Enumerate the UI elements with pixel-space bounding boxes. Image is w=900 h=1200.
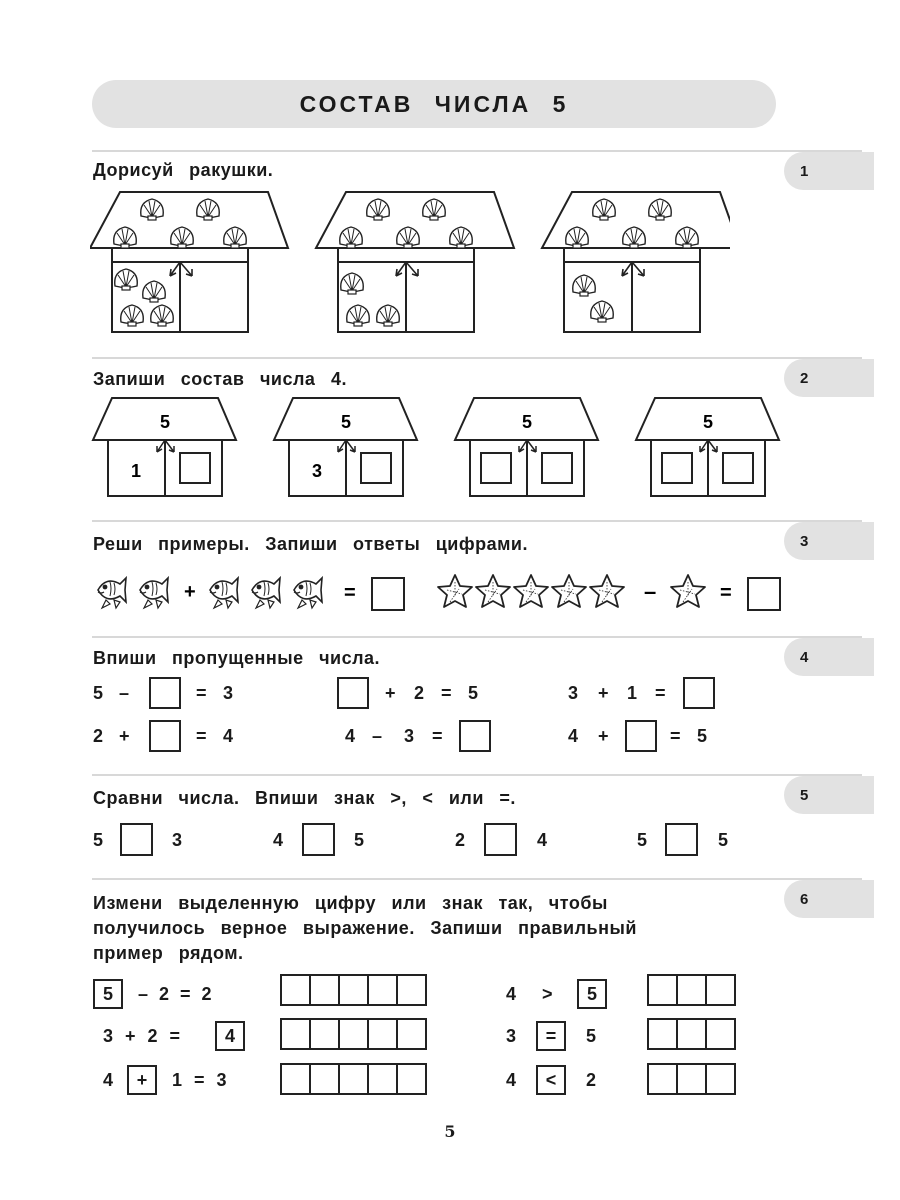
house-left-number: 3 xyxy=(311,461,323,481)
answer-box xyxy=(748,578,780,610)
operator: + xyxy=(598,683,609,703)
starfish-icon xyxy=(438,575,472,607)
plus-sign: + xyxy=(184,581,196,603)
fish-icon xyxy=(294,578,322,608)
divider xyxy=(92,774,862,776)
shell-icon xyxy=(115,269,138,290)
number: 5 xyxy=(718,830,729,850)
number: 3 xyxy=(506,1026,517,1046)
shell-icon xyxy=(341,273,364,294)
equals-sign: = xyxy=(344,582,356,604)
number: 4 xyxy=(537,830,548,850)
number: 2 xyxy=(414,683,425,703)
answer-grid[interactable] xyxy=(647,1018,736,1050)
divider xyxy=(92,357,862,359)
house-top-number: 5 xyxy=(521,412,533,432)
shell-icon xyxy=(347,305,370,326)
number: 4 xyxy=(273,830,284,850)
answer-box[interactable] xyxy=(625,720,657,752)
task-number-3: 3 xyxy=(784,522,874,560)
operator: – xyxy=(372,726,383,746)
fish-icon xyxy=(98,578,126,608)
number-house-4 xyxy=(636,398,779,496)
shell-icon xyxy=(591,301,614,322)
shell-house-3 xyxy=(542,192,730,332)
divider xyxy=(92,878,862,880)
answer-grid[interactable] xyxy=(647,974,736,1006)
number: 4 xyxy=(345,726,356,746)
fish-icon xyxy=(210,578,238,608)
number: 2 xyxy=(93,726,104,746)
task-5-instruction: Сравни числа. Впиши знак >, < или =. xyxy=(93,788,516,808)
number: 3 xyxy=(568,683,579,703)
divider xyxy=(92,150,862,152)
task-number-2: 2 xyxy=(784,359,874,397)
page-number: 5 xyxy=(444,1122,456,1141)
highlighted-digit: 5 xyxy=(577,979,607,1009)
highlighted-digit: 5 xyxy=(93,979,123,1009)
task-6-instruction-line-1: Измени выделенную цифру или знак так, чтобы xyxy=(93,893,608,913)
minus-sign: – xyxy=(644,579,657,604)
compare-box[interactable] xyxy=(484,823,517,856)
number: 4 xyxy=(103,1070,114,1090)
operator: = xyxy=(196,683,207,703)
number: 2 xyxy=(586,1070,597,1090)
answer-box xyxy=(542,453,572,483)
shell-icon xyxy=(377,305,400,326)
answer-box xyxy=(372,578,404,610)
number: 5 xyxy=(637,830,648,850)
answer-box[interactable] xyxy=(149,720,181,752)
number: 4 xyxy=(568,726,579,746)
number-houses xyxy=(90,396,790,506)
shell-icon xyxy=(143,281,166,302)
fish-icon xyxy=(140,578,168,608)
expression-rest: 1 = 3 xyxy=(172,1070,227,1090)
house-top-number: 5 xyxy=(702,412,714,432)
task-6-instruction-line-2: получилось верное выражение. Запиши правильный xyxy=(93,918,637,938)
divider xyxy=(92,520,862,522)
answer-box[interactable] xyxy=(149,677,181,709)
operator: = xyxy=(670,726,681,746)
answer-box xyxy=(180,453,210,483)
house-top-number: 5 xyxy=(340,412,352,432)
operator: + xyxy=(598,726,609,746)
shell-icon xyxy=(573,275,596,296)
number: 5 xyxy=(468,683,479,703)
divider xyxy=(92,636,862,638)
task-2-instruction: Запиши состав числа 4. xyxy=(93,369,347,389)
number: 5 xyxy=(697,726,708,746)
starfish-icon xyxy=(590,575,624,607)
highlighted-sign: + xyxy=(127,1065,157,1095)
answer-grid[interactable] xyxy=(280,1018,427,1050)
number: 5 xyxy=(354,830,365,850)
shell-house-1 xyxy=(90,192,288,332)
task-number-1: 1 xyxy=(784,152,874,190)
answer-box[interactable] xyxy=(459,720,491,752)
picture-equations xyxy=(88,566,788,622)
operator: = xyxy=(441,683,452,703)
compare-box[interactable] xyxy=(665,823,698,856)
compare-box[interactable] xyxy=(120,823,153,856)
answer-box[interactable] xyxy=(337,677,369,709)
expression-rest: – 2 = 2 xyxy=(138,984,212,1004)
expression-rest: 4 > xyxy=(506,984,553,1004)
shell-house-2 xyxy=(316,192,514,332)
operator: + xyxy=(385,683,396,703)
answer-grid[interactable] xyxy=(280,1063,427,1095)
number: 1 xyxy=(627,683,638,703)
number: 5 xyxy=(93,830,104,850)
house-left-number: 1 xyxy=(130,461,142,481)
task-number-5: 5 xyxy=(784,776,874,814)
highlighted-sign: < xyxy=(536,1065,566,1095)
starfish-icon xyxy=(552,575,586,607)
number: 2 xyxy=(455,830,466,850)
task-4-instruction: Впиши пропущенные числа. xyxy=(93,648,381,668)
starfish-icon xyxy=(476,575,510,607)
highlighted-digit: 4 xyxy=(215,1021,245,1051)
answer-box[interactable] xyxy=(683,677,715,709)
answer-box xyxy=(662,453,692,483)
number-house-2 xyxy=(274,398,417,496)
task-number-4: 4 xyxy=(784,638,874,676)
operator: = xyxy=(655,683,666,703)
answer-box xyxy=(481,453,511,483)
page-title-text: СОСТАВ ЧИСЛА 5 xyxy=(299,90,569,117)
number: 3 xyxy=(172,830,183,850)
number: 3 xyxy=(223,683,234,703)
operator: – xyxy=(119,683,130,703)
operator: + xyxy=(119,726,130,746)
number: 4 xyxy=(506,1070,517,1090)
number-house-3 xyxy=(455,398,598,496)
number-house-1 xyxy=(93,398,236,496)
task-number-6: 6 xyxy=(784,880,874,918)
answer-grid[interactable] xyxy=(647,1063,736,1095)
starfish-icon xyxy=(514,575,548,607)
task-1-instruction: Дорисуй ракушки. xyxy=(93,160,274,180)
number: 3 xyxy=(404,726,415,746)
task-3-instruction: Реши примеры. Запиши ответы цифрами. xyxy=(93,534,528,554)
operator: = xyxy=(196,726,207,746)
shell-icon xyxy=(121,305,144,326)
number: 5 xyxy=(586,1026,597,1046)
shell-icon xyxy=(151,305,174,326)
operator: = xyxy=(432,726,443,746)
fish-icon xyxy=(252,578,280,608)
answer-box xyxy=(361,453,391,483)
house-top-number: 5 xyxy=(159,412,171,432)
page-title xyxy=(92,80,776,128)
task-6-instruction-line-3: пример рядом. xyxy=(93,943,244,963)
expression-rest: 3 + 2 = xyxy=(103,1026,181,1046)
compare-box[interactable] xyxy=(302,823,335,856)
number: 5 xyxy=(93,683,104,703)
answer-box xyxy=(723,453,753,483)
shell-houses xyxy=(90,190,730,340)
answer-grid[interactable] xyxy=(280,974,427,1006)
highlighted-sign: = xyxy=(536,1021,566,1051)
starfish-icon xyxy=(671,575,705,607)
number: 4 xyxy=(223,726,234,746)
equals-sign: = xyxy=(720,582,732,604)
